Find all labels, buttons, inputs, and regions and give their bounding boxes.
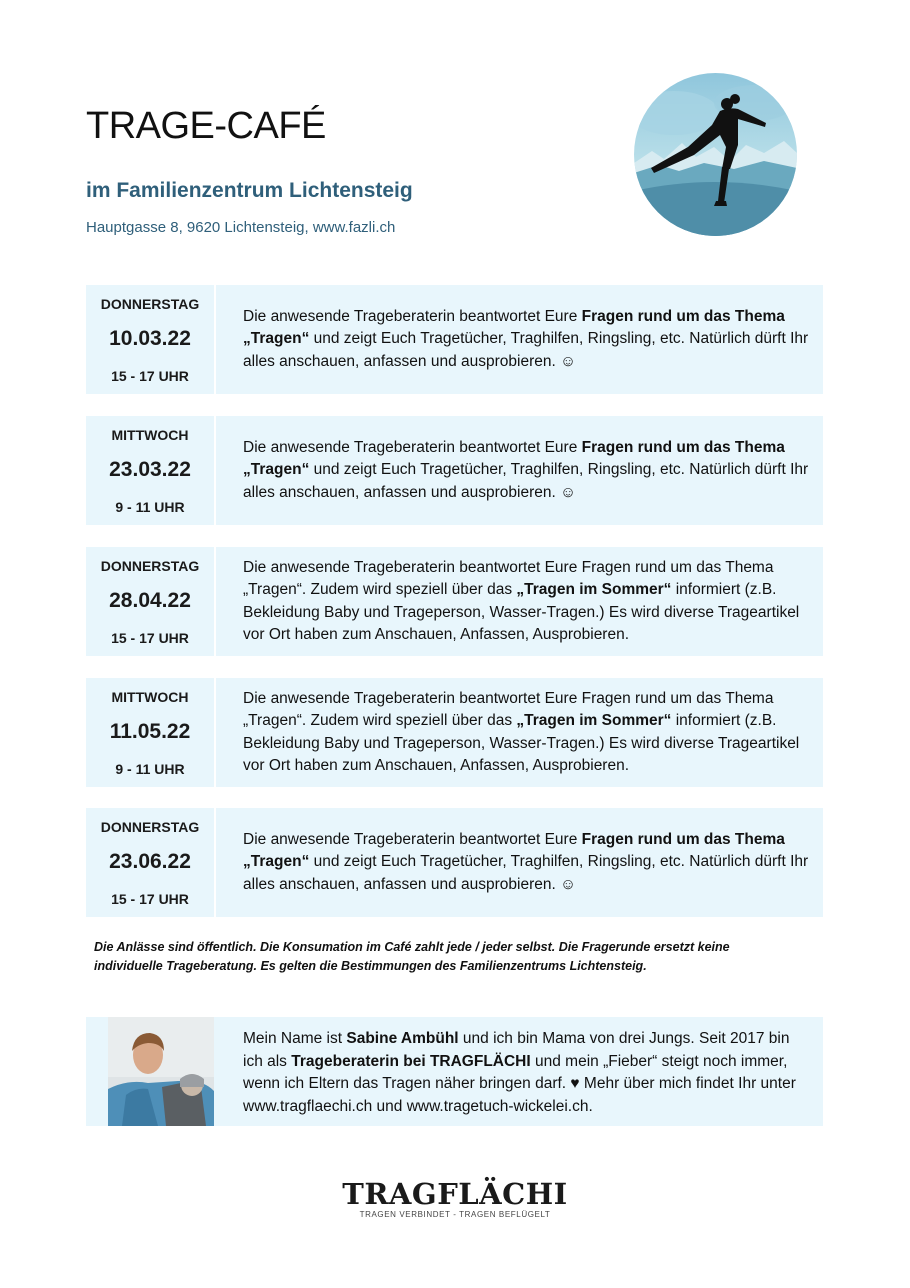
event-date-block: [86, 808, 216, 917]
event-weekday: DONNERSTAG: [100, 558, 200, 574]
event-description: Die anwesende Trageberaterin beantwortet Eure Fragen rund um das Thema „Tragen“. Zudem wird speziell über das „Tragen im Sommer“ informiert (z.B. Bekleidung Baby und Trageperson, Wasser-Tragen.) Es wird diverse Trageartikel vor Ort haben zum Anschauen, Anfassen, Ausprobieren.: [243, 558, 800, 644]
event-time: 15 - 17 UHR: [111, 630, 189, 646]
event-description: Die anwesende Trageberaterin beantwortet Eure Fragen rund um das Thema „Tragen“. Zudem wird speziell über das „Tragen im Sommer“ informiert (z.B. Bekleidung Baby und Trageperson, Wasser-Tragen.) Es wird diverse Trageartikel vor Ort haben zum Anschauen, Anfassen, Ausprobieren.: [243, 689, 800, 775]
event-weekday: DONNERSTAG: [100, 296, 200, 312]
event-date: 11.05.22: [109, 720, 191, 743]
event-time: 9 - 11 UHR: [115, 761, 185, 777]
event-date-block: [86, 678, 216, 787]
hero-image-silhouette: [634, 73, 797, 236]
event-date: 23.06.22: [109, 850, 191, 873]
event-date-block: [86, 547, 216, 656]
event-row: [86, 547, 823, 656]
event-time: 15 - 17 UHR: [111, 891, 189, 907]
event-time: 9 - 11 UHR: [115, 499, 185, 515]
bio-section: [86, 1017, 823, 1126]
event-description: Die anwesende Trageberaterin beantwortet Eure Fragen rund um das Thema „Tragen“ und zeigt Euch Tragetücher, Traghilfen, Ringsling, etc. Natürlich dürft Ihr alles anschauen, anfassen und ausprobieren. ☺: [243, 307, 809, 370]
event-date-block: [86, 416, 216, 525]
address: Hauptgasse 8, 9620 Lichtensteig, www.fazli.ch: [86, 219, 396, 236]
event-row: [86, 808, 823, 917]
event-description: Die anwesende Trageberaterin beantwortet Eure Fragen rund um das Thema „Tragen“ und zeigt Euch Tragetücher, Traghilfen, Ringsling, etc. Natürlich dürft Ihr alles anschauen, anfassen und ausprobieren. ☺: [243, 438, 809, 501]
event-row: [86, 678, 823, 787]
page-subtitle: im Familienzentrum Lichtensteig: [86, 179, 413, 202]
event-date-block: [86, 285, 216, 394]
logo-tagline: TRAGEN VERBINDET - TRAGEN BEFLÜGELT: [359, 1210, 551, 1219]
event-date: 28.04.22: [109, 589, 191, 612]
event-description: Die anwesende Trageberaterin beantwortet Eure Fragen rund um das Thema „Tragen“ und zeigt Euch Tragetücher, Traghilfen, Ringsling, etc. Natürlich dürft Ihr alles anschauen, anfassen und ausprobieren. ☺: [243, 830, 809, 893]
bio-photo: [108, 1017, 214, 1126]
page-title: TRAGE-CAFÉ: [86, 105, 326, 147]
event-row: [86, 285, 823, 394]
event-weekday: MITTWOCH: [111, 689, 189, 705]
event-date: 10.03.22: [109, 327, 191, 350]
bio-text: Mein Name ist Sabine Ambühl und ich bin Mama von drei Jungs. Seit 2017 bin ich als Trageberaterin bei TRAGFLÄCHI und mein „Fieber“ steigt noch immer, wenn ich Eltern das Tragen näher bringen darf. ♥ Mehr über mich findet Ihr unter www.tragflaechi.ch und www.tragetuch-wickelei.ch.: [243, 1030, 796, 1115]
event-row: [86, 416, 823, 525]
logo-wordmark: TRAGFLÄCHI: [342, 1177, 568, 1211]
event-weekday: DONNERSTAG: [100, 819, 200, 835]
event-time: 15 - 17 UHR: [111, 368, 189, 384]
brand-logo: [0, 1176, 910, 1220]
disclaimer-note: Die Anlässe sind öffentlich. Die Konsumation im Café zahlt jede / jeder selbst. Die Fragerunde ersetzt keine individuelle Trageberatung. Es gelten die Bestimmungen des Familienzentrums Lichtensteig.: [94, 940, 730, 973]
event-weekday: MITTWOCH: [111, 427, 189, 443]
event-date: 23.03.22: [109, 458, 191, 481]
